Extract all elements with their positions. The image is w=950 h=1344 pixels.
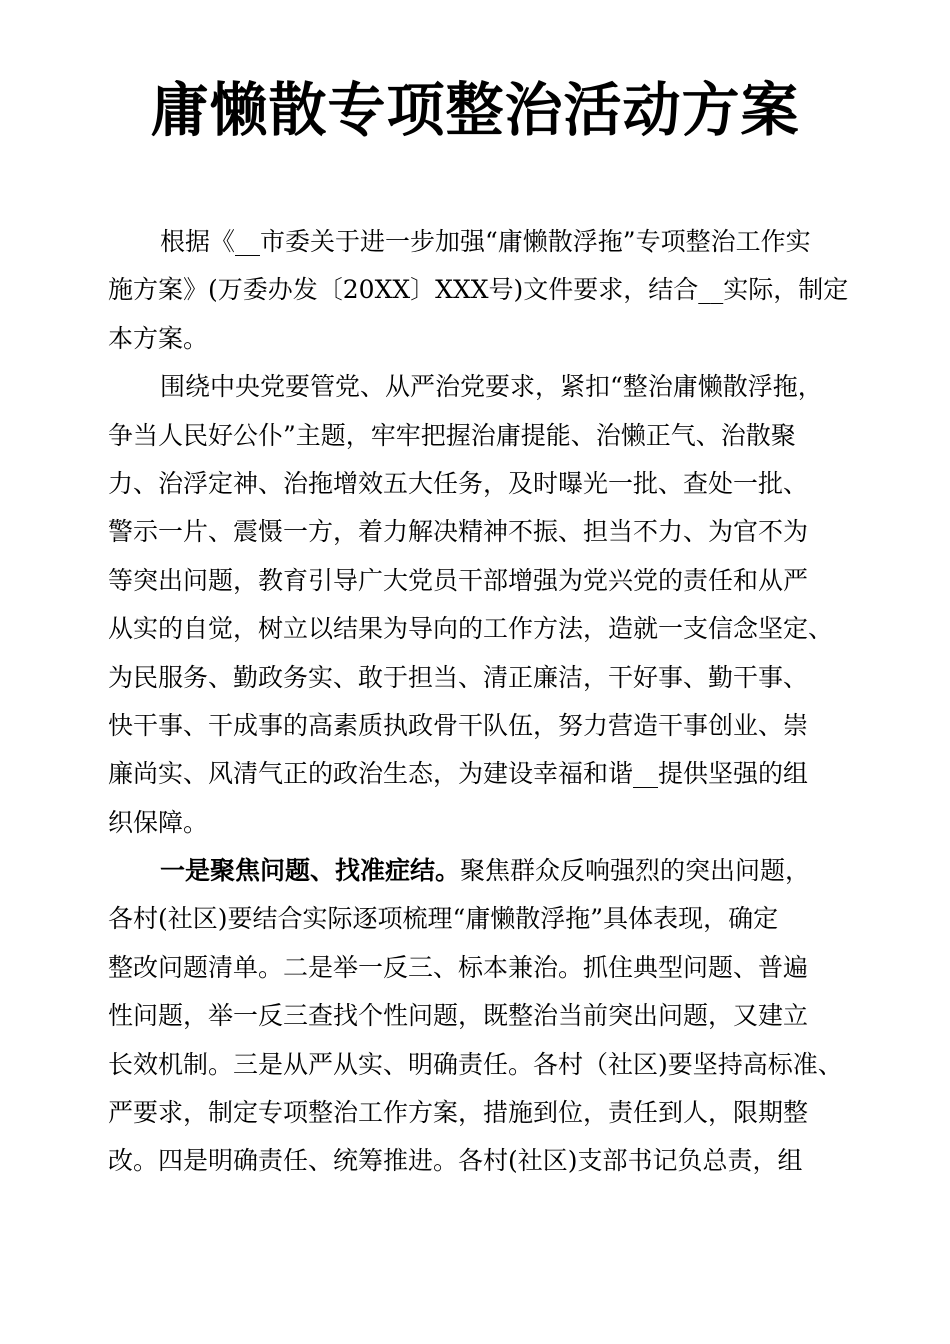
paragraph-2-line-10: 织保障。 xyxy=(108,807,209,837)
paragraph-3-line-3: 整改问题清单。二是举一反三、标本兼治。抓住典型问题、普遍 xyxy=(108,952,809,982)
paragraph-3-line-4: 性问题，举一反三查找个性问题，既整治当前突出问题，又建立 xyxy=(108,1001,809,1031)
paragraph-2-line-7: 为民服务、勤政务实、敢于担当、清正廉洁，干好事、勤干事、 xyxy=(108,662,809,692)
paragraph-2-line-8: 快干事、干成事的高素质执政骨干队伍，努力营造干事创业、崇 xyxy=(108,710,809,740)
lead-in-continuation: 聚焦群众反响强烈的突出问题， xyxy=(460,856,811,886)
paragraph-3-line-1 xyxy=(108,847,868,895)
paragraph-2-line-2: 争当人民好公仆”主题，牢牢把握治庸提能、治懒正气、治散聚 xyxy=(108,420,796,450)
paragraph-1-line-1: 根据《__市委关于进一步加强“庸懒散浮拖”专项整治工作实 xyxy=(160,227,811,256)
document-title: 庸懒散专项整治活动方案 xyxy=(150,76,800,144)
paragraph-2-line-1: 围绕中央党要管党、从严治党要求，紧扣“整治庸懒散浮拖， xyxy=(160,372,823,402)
paragraph-1-line-2: 施方案》(万委办发〔20XX〕XXX号)文件要求，结合__实际，制定 xyxy=(108,275,849,305)
paragraph-3-line-7: 改。四是明确责任、统筹推进。各村(社区)支部书记负总责，组 xyxy=(108,1146,803,1176)
paragraph-2-line-6: 从实的自觉，树立以结果为导向的工作方法，造就一支信念坚定、 xyxy=(108,614,834,644)
paragraph-3-line-5: 长效机制。三是从严从实、明确责任。各村（社区)要坚持高标准、 xyxy=(108,1049,843,1079)
paragraph-1-line-3: 本方案。 xyxy=(108,323,209,353)
paragraph-3-line-2: 各村(社区)要结合实际逐项梳理“庸懒散浮拖”具体表现，确定 xyxy=(108,904,779,934)
paragraph-2-line-3: 力、治浮定神、治拖增效五大任务，及时曝光一批、查处一批、 xyxy=(108,468,809,498)
document-body xyxy=(108,218,868,1186)
paragraph-2-line-9: 廉尚实、风清气正的政治生态，为建设幸福和谐__提供坚强的组 xyxy=(108,759,809,789)
bold-lead-in: 一是聚焦问题、找准症结。 xyxy=(160,856,461,886)
paragraph-3-line-6: 严要求，制定专项整治工作方案，措施到位，责任到人，限期整 xyxy=(108,1098,809,1128)
paragraph-2-line-4: 警示一片、震慑一方，着力解决精神不振、担当不力、为官不为 xyxy=(108,517,809,547)
paragraph-2-line-5: 等突出问题，教育引导广大党员干部增强为党兴党的责任和从严 xyxy=(108,565,809,595)
